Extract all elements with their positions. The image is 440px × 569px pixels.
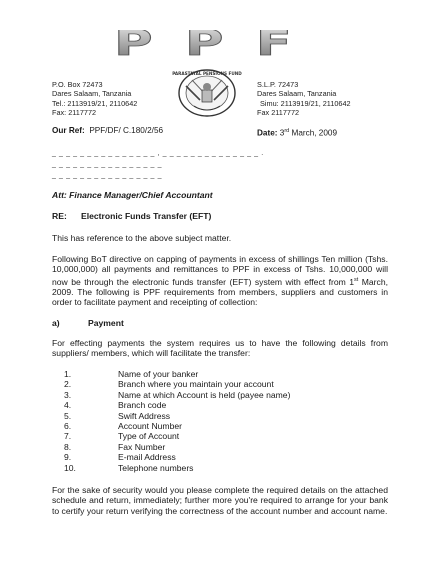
list-item — [64, 421, 384, 432]
paragraph-directive-text-2: March, 2009. The following is PPF requirements from members, suppliers and customers in order to facilitate payment and receipting of collection: — [52, 276, 388, 308]
list-item-text: Branch code — [118, 400, 167, 411]
paragraph-security: For the sake of security would you please complete the required details on the attached schedule and return, immediately; further more you're required to arrange for your bank to certify your return verifying the correctness of the account number and account name. — [52, 485, 388, 516]
paragraph-requirements: For effecting payments the system requires us to have the following details from suppliers/ members, which will facilitate the transfer: — [52, 338, 388, 359]
list-item-number: 4. — [64, 400, 72, 411]
date-label: Date: — [257, 128, 278, 138]
list-item-number: 6. — [64, 421, 72, 431]
left-address-line: Fax: 2117772 — [52, 107, 97, 117]
left-address-line: Tel.: 2113919/21, 2110642 — [52, 98, 138, 108]
recipient-line-1: _ _ _ _ _ _ _ _ _ _ _ _ _ _ _ , _ _ _ _ _ _ _ _ _ _ _ _ _ _ . — [52, 150, 264, 157]
list-item — [64, 369, 384, 380]
list-item — [64, 452, 384, 463]
list-item-number: 2. — [64, 379, 72, 390]
ppf-banner-logo — [110, 30, 328, 58]
left-address-block — [52, 80, 137, 117]
section-number: a) — [52, 318, 60, 328]
list-item — [64, 411, 384, 422]
list-item — [64, 400, 384, 411]
list-item-number: 7. — [64, 431, 72, 442]
list-item-number: 1. — [64, 369, 72, 379]
list-item-text: Fax Number — [118, 441, 166, 452]
right-address-block — [257, 80, 351, 117]
list-item-number: 3. — [64, 389, 72, 400]
recipient-line-2: _ _ _ _ _ _ _ _ _ _ _ _ _ _ _ _ — [52, 161, 163, 168]
paragraph-directive — [52, 254, 388, 308]
list-item-text: Swift Address — [118, 410, 171, 421]
paragraph-directive-sup: st — [354, 276, 359, 283]
logo-text: PPF — [114, 30, 324, 58]
list-item-text: Branch where you maintain your account — [118, 379, 274, 390]
list-item-text: Name at which Account is held (payee name) — [118, 389, 291, 400]
list-item-text: Name of your banker — [118, 369, 199, 379]
list-item — [64, 463, 384, 474]
list-item — [64, 390, 384, 401]
list-item — [64, 379, 384, 390]
date-suffix: rd — [284, 128, 290, 134]
date-rest: March, 2009 — [289, 128, 338, 138]
subject-title: Electronic Funds Transfer (EFT) — [81, 211, 212, 221]
list-item-number: 5. — [64, 410, 72, 421]
list-item — [64, 442, 384, 453]
list-item-text: Type of Account — [118, 431, 180, 442]
left-address-line: P.O. Box 72473 — [52, 80, 103, 89]
paragraph-reference: This has reference to the above subject matter. — [52, 233, 232, 243]
list-item-text: E-mail Address — [118, 452, 176, 463]
right-address-line: Fax 2117772 — [257, 107, 300, 117]
our-ref-value: PPF/DF/ C.180/2/56 — [89, 126, 164, 135]
list-item-number: 9. — [64, 452, 72, 463]
attention-line: Att: Finance Manager/Chief Accountant — [52, 190, 213, 200]
list-item-text: Telephone numbers — [118, 462, 194, 473]
section-title: Payment — [88, 318, 124, 328]
our-ref-label: Our Ref — [52, 126, 83, 135]
subject-re: RE: — [52, 211, 67, 221]
ppf-seal-emblem — [172, 66, 242, 118]
right-address-line: S.L.P. 72473 — [257, 80, 299, 89]
seal-text: PARASTATAL PENSIONS FUND — [172, 71, 242, 76]
list-item-number: 10. — [64, 462, 76, 473]
letter-date — [257, 126, 337, 139]
requirements-list — [64, 369, 384, 475]
right-address-line: Dares Salaam, Tanzania — [257, 89, 337, 99]
list-item-number: 8. — [64, 441, 72, 452]
left-address-line: Dares Salaam, Tanzania — [52, 89, 132, 99]
recipient-line-3: _ _ _ _ _ _ _ _ _ _ _ _ _ _ _ _ — [52, 172, 163, 179]
paragraph-directive-text: Following BoT directive on capping of payments in excess of shillings Ten million (Tshs. 10,000,000) all payments and remittances to PPF in excess of Tshs. 10,000,000 will now be through the electronic funds transfer (EFT) system with effect from 1 — [52, 254, 388, 287]
list-item — [64, 431, 384, 442]
our-ref: Our Ref: PPF/DF/ C.180/2/56 — [52, 126, 164, 135]
right-address-line: Simu: 2113919/21, 2110642 — [260, 98, 351, 108]
list-item-text: Account Number — [118, 421, 183, 431]
date-day: 3 — [279, 128, 285, 138]
